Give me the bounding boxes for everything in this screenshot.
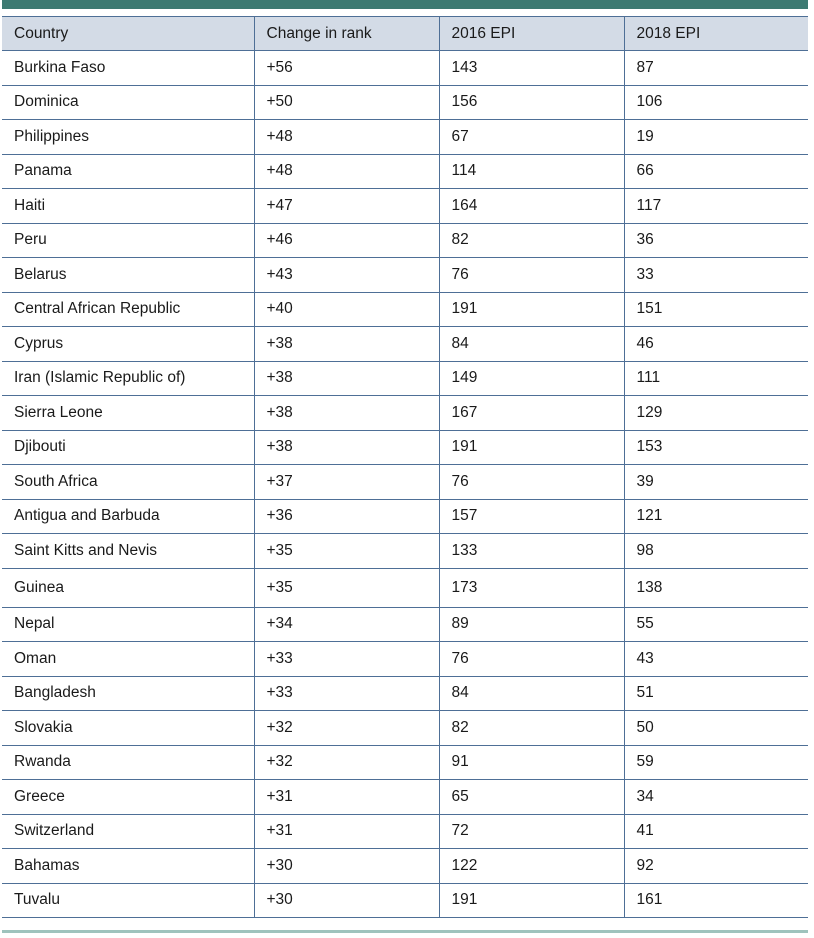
cell-country: Switzerland <box>2 814 254 849</box>
cell-2018-epi: 87 <box>624 51 808 86</box>
cell-2018-epi: 106 <box>624 85 808 120</box>
cell-change-in-rank: +30 <box>254 849 439 884</box>
cell-change-in-rank: +35 <box>254 534 439 569</box>
cell-change-in-rank: +35 <box>254 568 439 607</box>
cell-country: Nepal <box>2 607 254 642</box>
cell-country: Djibouti <box>2 430 254 465</box>
table-row <box>2 676 808 711</box>
cell-2016-epi: 72 <box>439 814 624 849</box>
cell-2016-epi: 133 <box>439 534 624 569</box>
table-row <box>2 883 808 918</box>
cell-country: Oman <box>2 642 254 677</box>
table-row <box>2 607 808 642</box>
cell-change-in-rank: +50 <box>254 85 439 120</box>
epi-rank-change-table <box>2 16 808 918</box>
cell-change-in-rank: +30 <box>254 883 439 918</box>
cell-change-in-rank: +33 <box>254 676 439 711</box>
cell-2016-epi: 143 <box>439 51 624 86</box>
table-row <box>2 85 808 120</box>
cell-country: South Africa <box>2 465 254 500</box>
table-body <box>2 51 808 918</box>
cell-2016-epi: 122 <box>439 849 624 884</box>
cell-country: Belarus <box>2 258 254 293</box>
cell-change-in-rank: +38 <box>254 361 439 396</box>
table-row <box>2 258 808 293</box>
cell-2016-epi: 84 <box>439 676 624 711</box>
cell-2016-epi: 114 <box>439 154 624 189</box>
cell-country: Bahamas <box>2 849 254 884</box>
header-row <box>2 17 808 51</box>
cell-2016-epi: 65 <box>439 780 624 815</box>
table-row <box>2 780 808 815</box>
table-row <box>2 430 808 465</box>
cell-2018-epi: 138 <box>624 568 808 607</box>
table-row <box>2 154 808 189</box>
table-row <box>2 51 808 86</box>
table-row <box>2 814 808 849</box>
cell-2018-epi: 55 <box>624 607 808 642</box>
cell-change-in-rank: +56 <box>254 51 439 86</box>
cell-country: Rwanda <box>2 745 254 780</box>
header-country: Country <box>2 17 254 51</box>
cell-change-in-rank: +48 <box>254 154 439 189</box>
cell-change-in-rank: +33 <box>254 642 439 677</box>
cell-2016-epi: 157 <box>439 499 624 534</box>
cell-2016-epi: 173 <box>439 568 624 607</box>
table-row <box>2 292 808 327</box>
cell-2016-epi: 76 <box>439 642 624 677</box>
cell-2016-epi: 67 <box>439 120 624 155</box>
cell-2018-epi: 43 <box>624 642 808 677</box>
cell-change-in-rank: +38 <box>254 396 439 431</box>
cell-2016-epi: 89 <box>439 607 624 642</box>
cell-2018-epi: 41 <box>624 814 808 849</box>
cell-2018-epi: 111 <box>624 361 808 396</box>
cell-2018-epi: 36 <box>624 223 808 258</box>
cell-change-in-rank: +43 <box>254 258 439 293</box>
cell-country: Bangladesh <box>2 676 254 711</box>
cell-change-in-rank: +47 <box>254 189 439 224</box>
cell-2018-epi: 117 <box>624 189 808 224</box>
cell-country: Antigua and Barbuda <box>2 499 254 534</box>
cell-2018-epi: 19 <box>624 120 808 155</box>
table-row <box>2 189 808 224</box>
table-row <box>2 642 808 677</box>
cell-change-in-rank: +31 <box>254 814 439 849</box>
cell-country: Sierra Leone <box>2 396 254 431</box>
cell-country: Central African Republic <box>2 292 254 327</box>
cell-country: Cyprus <box>2 327 254 362</box>
cell-2018-epi: 161 <box>624 883 808 918</box>
cell-change-in-rank: +48 <box>254 120 439 155</box>
cell-2016-epi: 76 <box>439 465 624 500</box>
cell-change-in-rank: +34 <box>254 607 439 642</box>
cell-2016-epi: 84 <box>439 327 624 362</box>
cell-change-in-rank: +38 <box>254 327 439 362</box>
table-row <box>2 465 808 500</box>
table-row <box>2 745 808 780</box>
cell-2016-epi: 164 <box>439 189 624 224</box>
table-row <box>2 534 808 569</box>
table-row <box>2 396 808 431</box>
cell-country: Guinea <box>2 568 254 607</box>
cell-2016-epi: 149 <box>439 361 624 396</box>
table-row <box>2 223 808 258</box>
cell-change-in-rank: +46 <box>254 223 439 258</box>
cell-change-in-rank: +32 <box>254 711 439 746</box>
cell-2018-epi: 59 <box>624 745 808 780</box>
table-row <box>2 361 808 396</box>
cell-change-in-rank: +36 <box>254 499 439 534</box>
cell-2018-epi: 46 <box>624 327 808 362</box>
cell-2016-epi: 167 <box>439 396 624 431</box>
cell-country: Haiti <box>2 189 254 224</box>
cell-country: Iran (Islamic Republic of) <box>2 361 254 396</box>
cell-2016-epi: 76 <box>439 258 624 293</box>
cell-2016-epi: 91 <box>439 745 624 780</box>
cell-country: Peru <box>2 223 254 258</box>
table-row <box>2 711 808 746</box>
cell-change-in-rank: +40 <box>254 292 439 327</box>
header-2018-epi: 2018 EPI <box>624 17 808 51</box>
table-row <box>2 327 808 362</box>
cell-2016-epi: 82 <box>439 711 624 746</box>
table-row <box>2 849 808 884</box>
cell-2018-epi: 34 <box>624 780 808 815</box>
top-accent-bar <box>2 0 808 9</box>
table-row <box>2 568 808 607</box>
cell-2018-epi: 50 <box>624 711 808 746</box>
cell-2016-epi: 156 <box>439 85 624 120</box>
cell-2018-epi: 39 <box>624 465 808 500</box>
cell-2018-epi: 151 <box>624 292 808 327</box>
bottom-accent-bar <box>2 930 808 933</box>
cell-2018-epi: 121 <box>624 499 808 534</box>
table-row <box>2 120 808 155</box>
cell-2016-epi: 191 <box>439 292 624 327</box>
header-2016-epi: 2016 EPI <box>439 17 624 51</box>
cell-2016-epi: 191 <box>439 430 624 465</box>
cell-country: Panama <box>2 154 254 189</box>
cell-country: Saint Kitts and Nevis <box>2 534 254 569</box>
cell-change-in-rank: +32 <box>254 745 439 780</box>
header-change-in-rank: Change in rank <box>254 17 439 51</box>
table-row <box>2 499 808 534</box>
cell-2016-epi: 191 <box>439 883 624 918</box>
cell-change-in-rank: +37 <box>254 465 439 500</box>
cell-2018-epi: 51 <box>624 676 808 711</box>
cell-2018-epi: 66 <box>624 154 808 189</box>
cell-country: Slovakia <box>2 711 254 746</box>
cell-country: Philippines <box>2 120 254 155</box>
cell-2018-epi: 33 <box>624 258 808 293</box>
cell-2016-epi: 82 <box>439 223 624 258</box>
cell-country: Greece <box>2 780 254 815</box>
table-header <box>2 17 808 51</box>
cell-country: Dominica <box>2 85 254 120</box>
cell-2018-epi: 98 <box>624 534 808 569</box>
cell-change-in-rank: +38 <box>254 430 439 465</box>
cell-country: Burkina Faso <box>2 51 254 86</box>
cell-country: Tuvalu <box>2 883 254 918</box>
cell-2018-epi: 129 <box>624 396 808 431</box>
cell-2018-epi: 92 <box>624 849 808 884</box>
cell-2018-epi: 153 <box>624 430 808 465</box>
cell-change-in-rank: +31 <box>254 780 439 815</box>
